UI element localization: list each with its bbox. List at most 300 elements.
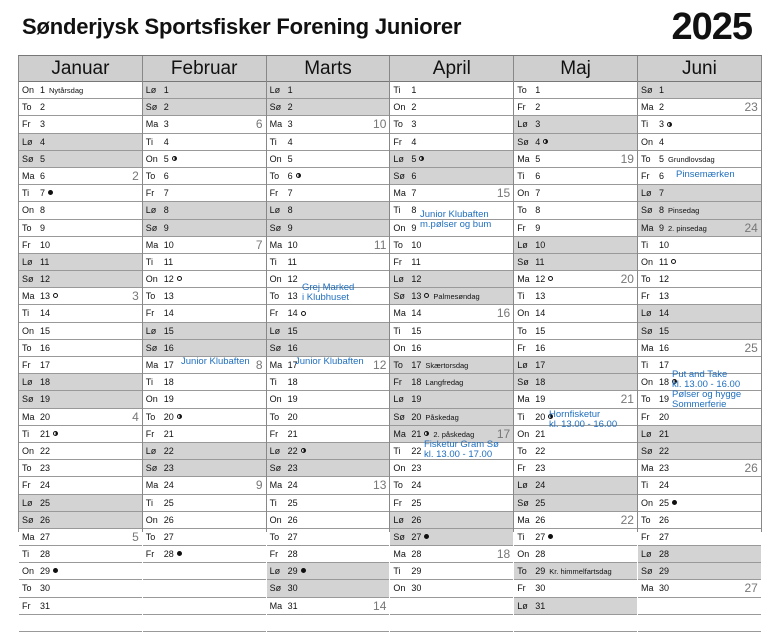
day-row <box>267 512 390 529</box>
day-number: 19 <box>287 394 298 405</box>
weekday-label: To <box>145 411 156 422</box>
day-number: 6 <box>659 170 665 181</box>
weekday-label: Ma <box>145 480 159 491</box>
empty-day-row <box>390 598 513 615</box>
day-number: 29 <box>287 566 298 577</box>
day-number-group <box>535 202 540 218</box>
day-row <box>143 460 266 477</box>
holiday-label: 2. pinsedag <box>668 223 707 233</box>
day-number: 27 <box>287 531 298 542</box>
day-row <box>19 495 142 512</box>
weekday-label: On <box>145 153 158 164</box>
day-number: 28 <box>535 549 546 560</box>
annotation-hornfisketur: Hornfisketur kl. 13.00 - 16.00 <box>549 409 618 430</box>
day-number-group <box>40 598 50 614</box>
weekday-label: To <box>641 153 651 164</box>
day-number: 14 <box>287 308 298 319</box>
day-number-group <box>411 512 421 528</box>
day-row <box>19 546 142 563</box>
day-row <box>638 563 761 580</box>
day-number: 9 <box>40 222 46 233</box>
day-row <box>19 340 142 357</box>
day-number: 30 <box>40 583 51 594</box>
week-number: 18 <box>496 547 511 562</box>
day-number-group <box>535 237 545 253</box>
day-number-group <box>535 99 540 115</box>
day-number: 7 <box>411 188 417 199</box>
day-number: 15 <box>163 325 174 336</box>
weekday-label: Lø <box>22 377 33 388</box>
day-row <box>267 529 390 546</box>
day-number-group <box>535 271 553 287</box>
day-number-group <box>411 374 463 391</box>
weekday-label: Fr <box>145 188 155 199</box>
weekday-label: On <box>393 342 406 353</box>
half-moon-icon <box>543 139 548 144</box>
weekday-label: Ma <box>641 222 654 233</box>
weekday-label: To <box>22 222 32 233</box>
day-number: 28 <box>163 549 174 560</box>
weekday-label: Ti <box>393 85 401 95</box>
weekday-label: Ti <box>517 170 525 181</box>
day-row <box>638 477 761 494</box>
day-row <box>390 271 513 288</box>
holiday-label: Nytårsdag <box>49 86 84 95</box>
month-column-februar <box>143 56 267 560</box>
weekday-label: On <box>269 514 282 525</box>
calendar-grid <box>18 55 762 613</box>
day-number: 1 <box>287 85 293 95</box>
new-moon-icon <box>424 293 429 298</box>
day-number: 12 <box>287 274 298 285</box>
day-row <box>267 116 390 133</box>
empty-day-row <box>143 598 266 615</box>
day-row <box>390 409 513 426</box>
weekday-label: Fr <box>393 136 402 147</box>
weekday-label: On <box>641 377 654 388</box>
month-column-april <box>390 56 514 594</box>
day-number: 17 <box>40 360 51 370</box>
day-number: 1 <box>411 85 417 95</box>
day-number-group <box>40 443 50 459</box>
day-number: 7 <box>287 188 293 199</box>
day-row <box>514 357 637 374</box>
day-number-group <box>288 202 293 218</box>
day-number-group <box>535 168 540 184</box>
weekday-label: Ma <box>641 463 654 474</box>
day-number: 7 <box>40 188 46 199</box>
day-number: 14 <box>659 308 670 319</box>
day-number: 5 <box>535 153 541 164</box>
holiday-label: Pinsedag <box>668 206 700 216</box>
day-number: 26 <box>659 514 670 525</box>
weekday-label: Ma <box>517 514 530 525</box>
calendar-title: Sønderjysk Sportsfisker Forening Juniorer <box>22 14 462 39</box>
day-number-group <box>659 168 664 184</box>
day-number-group <box>288 580 298 596</box>
new-moon-icon <box>548 276 553 281</box>
day-row <box>390 546 513 563</box>
day-row <box>143 374 266 391</box>
day-number-group <box>659 323 669 339</box>
weekday-label: Ma <box>269 239 283 250</box>
weekday-label: Ma <box>269 119 283 130</box>
day-number: 8 <box>535 205 541 216</box>
day-number-group <box>535 185 540 201</box>
weekday-label: Lø <box>517 480 528 491</box>
day-number: 9 <box>163 222 169 233</box>
day-row <box>514 168 637 185</box>
week-number: 26 <box>744 461 758 476</box>
weekday-label: Ti <box>22 549 30 560</box>
day-row <box>514 598 637 615</box>
day-number: 5 <box>163 153 169 164</box>
day-number-group <box>411 477 421 493</box>
day-number: 19 <box>40 394 51 405</box>
day-number: 11 <box>411 256 421 267</box>
week-number: 10 <box>373 117 387 132</box>
weekday-label: On <box>22 445 35 456</box>
day-number-group <box>411 460 421 476</box>
day-number: 29 <box>659 566 670 577</box>
day-row <box>143 220 266 237</box>
day-row <box>638 305 761 322</box>
day-row <box>514 151 637 168</box>
day-number: 11 <box>535 256 545 267</box>
weekday-label: Ma <box>393 549 406 560</box>
day-row <box>267 598 390 615</box>
week-number: 5 <box>132 529 139 544</box>
day-number-group <box>288 323 298 339</box>
weekday-label: To <box>517 325 527 336</box>
day-row <box>514 82 637 99</box>
day-number-group <box>659 185 664 201</box>
half-moon-icon <box>53 431 58 436</box>
weekday-label: Lø <box>269 445 281 456</box>
month-header: Maj <box>514 56 637 82</box>
day-number-group <box>164 495 174 511</box>
week-number: 23 <box>744 100 758 115</box>
day-number: 17 <box>411 360 422 370</box>
day-row <box>390 288 513 305</box>
day-number-group <box>288 237 298 253</box>
weekday-label: On <box>517 308 530 319</box>
day-number: 16 <box>287 342 298 353</box>
full-moon-icon <box>53 568 58 573</box>
day-number-group <box>164 185 169 201</box>
day-number: 22 <box>659 445 670 456</box>
month-column-januar <box>19 56 143 611</box>
day-row <box>267 546 390 563</box>
day-row <box>19 477 142 494</box>
day-row <box>514 185 637 202</box>
day-number-group <box>411 391 421 407</box>
day-number: 7 <box>659 188 665 199</box>
day-number-group <box>288 254 297 270</box>
day-number: 12 <box>411 274 422 285</box>
day-number: 7 <box>163 188 169 199</box>
weekday-label: Sø <box>269 102 282 113</box>
day-number-group <box>659 305 669 321</box>
day-row <box>19 185 142 202</box>
weekday-label: Sø <box>641 205 653 216</box>
day-number: 1 <box>659 85 665 95</box>
day-number-group <box>535 443 545 459</box>
day-row <box>514 563 637 580</box>
weekday-label: Ti <box>145 256 153 267</box>
half-moon-icon <box>177 414 182 419</box>
weekday-label: On <box>641 136 654 147</box>
day-number-group <box>164 340 174 356</box>
day-number: 2 <box>40 102 46 113</box>
day-row <box>390 580 513 597</box>
day-row <box>143 288 266 305</box>
day-row <box>638 237 761 254</box>
weekday-label: Ti <box>641 480 649 491</box>
day-number-group <box>164 374 174 390</box>
day-number: 4 <box>163 136 169 147</box>
day-row <box>19 563 142 580</box>
day-number-group <box>40 357 50 373</box>
day-number-group <box>164 546 182 562</box>
day-number: 4 <box>535 136 541 147</box>
day-number: 27 <box>535 531 546 542</box>
day-row <box>514 580 637 597</box>
day-number-group <box>40 563 58 579</box>
day-row <box>19 168 142 185</box>
day-row <box>638 495 761 512</box>
day-number: 29 <box>411 566 422 577</box>
day-number-group <box>659 563 669 579</box>
day-row <box>638 202 761 219</box>
weekday-label: Lø <box>22 256 33 267</box>
day-number: 30 <box>535 583 546 594</box>
weekday-label: Lø <box>517 600 528 611</box>
full-moon-icon <box>424 534 429 539</box>
day-number-group <box>535 357 545 373</box>
weekday-label: Ti <box>269 377 277 388</box>
day-number: 16 <box>659 342 670 353</box>
weekday-label: To <box>22 463 32 474</box>
weekday-label: Ti <box>641 360 649 370</box>
day-number: 21 <box>40 428 51 439</box>
day-row <box>143 185 266 202</box>
day-number: 12 <box>40 274 51 285</box>
empty-day-row <box>638 615 761 632</box>
day-number: 10 <box>40 239 51 250</box>
day-number-group <box>535 116 540 132</box>
weekday-label: Ma <box>145 119 159 130</box>
day-number-group <box>288 426 298 442</box>
day-number: 17 <box>163 360 174 370</box>
weekday-label: Ti <box>393 445 401 456</box>
weekday-label: Ma <box>517 274 530 285</box>
day-row <box>638 151 761 168</box>
day-row <box>514 237 637 254</box>
day-number: 4 <box>659 136 665 147</box>
weekday-label: Ma <box>393 428 406 439</box>
day-number-group <box>40 305 50 321</box>
day-row <box>638 254 761 271</box>
weekday-label: Sø <box>22 514 34 525</box>
half-moon-icon <box>424 431 429 436</box>
day-row <box>390 357 513 374</box>
weekday-label: On <box>269 153 282 164</box>
day-number-group <box>411 82 416 98</box>
day-row <box>143 168 266 185</box>
day-row <box>143 254 266 271</box>
day-number: 5 <box>411 153 417 164</box>
day-row <box>638 220 761 237</box>
day-number-group <box>535 512 545 528</box>
day-number-group <box>40 512 50 528</box>
day-row <box>390 529 513 546</box>
day-number: 18 <box>535 377 546 388</box>
day-number-group <box>411 116 416 132</box>
day-number: 17 <box>535 360 546 370</box>
day-number-group <box>411 99 416 115</box>
day-number: 8 <box>659 205 665 216</box>
day-number-group <box>659 340 669 356</box>
empty-day-row <box>267 615 390 632</box>
day-row <box>390 305 513 322</box>
week-number: 2 <box>132 168 139 183</box>
day-number-group <box>659 202 699 219</box>
day-number-group <box>40 426 58 442</box>
day-number: 5 <box>40 153 46 164</box>
day-number: 26 <box>163 514 174 525</box>
day-number-group <box>40 374 50 390</box>
day-row <box>638 512 761 529</box>
day-number: 1 <box>163 85 169 95</box>
full-moon-icon <box>301 568 306 573</box>
empty-day-row <box>390 615 513 632</box>
week-number: 17 <box>496 426 511 441</box>
annotation-fisketur-gram: Fisketur Gram Sø kl. 13.00 - 17.00 <box>424 439 499 460</box>
weekday-label: Sø <box>393 291 405 302</box>
day-row <box>390 134 513 151</box>
holiday-label: Skærtorsdag <box>425 361 469 370</box>
day-row <box>143 391 266 408</box>
week-number: 15 <box>496 186 511 201</box>
day-number: 30 <box>287 583 298 594</box>
day-number-group <box>288 443 306 459</box>
weekday-label: On <box>269 274 282 285</box>
day-number-group <box>411 271 421 287</box>
day-number-group <box>659 220 707 237</box>
weekday-label: Ma <box>269 600 283 611</box>
day-number: 2 <box>411 102 417 113</box>
full-moon-icon <box>48 190 53 195</box>
day-number: 20 <box>659 411 670 422</box>
day-number: 10 <box>411 239 422 250</box>
week-number: 11 <box>373 237 387 252</box>
day-number: 22 <box>535 445 546 456</box>
weekday-label: Ti <box>393 205 401 216</box>
week-number: 4 <box>132 409 139 424</box>
weekday-label: Ma <box>393 188 406 199</box>
day-number-group <box>288 305 306 321</box>
day-number-group <box>40 546 50 562</box>
day-number: 10 <box>535 239 546 250</box>
day-number-group <box>659 443 669 459</box>
day-number-group <box>164 391 174 407</box>
day-row <box>143 271 266 288</box>
day-number-group <box>411 220 416 236</box>
half-moon-icon <box>301 448 306 453</box>
weekday-label: On <box>393 222 406 233</box>
month-header: Marts <box>267 56 390 82</box>
day-row <box>514 340 637 357</box>
day-number-group <box>164 134 169 150</box>
new-moon-icon <box>177 276 182 281</box>
weekday-label: Lø <box>22 497 33 508</box>
day-number: 12 <box>535 274 546 285</box>
day-row <box>267 82 390 99</box>
weekday-label: Fr <box>393 256 402 267</box>
weekday-label: Ti <box>517 411 525 422</box>
day-number: 20 <box>163 411 174 422</box>
day-number: 19 <box>659 394 670 405</box>
weekday-label: On <box>145 274 158 285</box>
day-row <box>514 374 637 391</box>
day-number-group <box>40 168 45 184</box>
weekday-label: Lø <box>145 205 157 216</box>
day-number: 28 <box>411 549 422 560</box>
weekday-label: Ti <box>145 377 153 388</box>
weekday-label: On <box>269 394 282 405</box>
week-number: 16 <box>496 306 511 321</box>
week-number: 22 <box>620 512 634 527</box>
day-number: 24 <box>535 480 546 491</box>
day-number-group <box>535 288 545 304</box>
day-number-group <box>411 529 429 545</box>
weekday-label: Ti <box>641 239 649 250</box>
day-number-group <box>659 580 669 596</box>
day-number: 9 <box>411 222 417 233</box>
day-row <box>143 151 266 168</box>
day-number-group <box>535 477 545 493</box>
half-moon-icon <box>172 156 177 161</box>
weekday-label: Fr <box>641 411 650 422</box>
weekday-label: Ma <box>641 102 654 113</box>
day-number: 27 <box>163 531 174 542</box>
day-row <box>514 529 637 546</box>
day-row <box>514 323 637 340</box>
weekday-label: Fr <box>22 239 31 250</box>
day-number: 20 <box>535 411 546 422</box>
weekday-label: Lø <box>145 445 157 456</box>
day-number-group <box>164 271 182 287</box>
day-number: 10 <box>659 239 670 250</box>
empty-day-row <box>143 615 266 632</box>
day-row <box>267 202 390 219</box>
day-number: 25 <box>287 497 298 508</box>
day-row <box>19 426 142 443</box>
day-row <box>267 134 390 151</box>
weekday-label: Ma <box>393 308 406 319</box>
weekday-label: Sø <box>145 463 158 474</box>
day-number: 13 <box>40 291 51 302</box>
day-row <box>19 134 142 151</box>
day-number-group <box>288 460 298 476</box>
day-number-group <box>535 374 545 390</box>
annotation-put-and-take: Put and Take kl. 13.00 - 16.00 Pølser og hygge Sommerferie <box>672 369 742 410</box>
weekday-label: Sø <box>145 342 158 353</box>
day-number-group <box>40 202 45 218</box>
holiday-label: Grundlovsdag <box>668 154 715 164</box>
day-number: 15 <box>659 325 670 336</box>
